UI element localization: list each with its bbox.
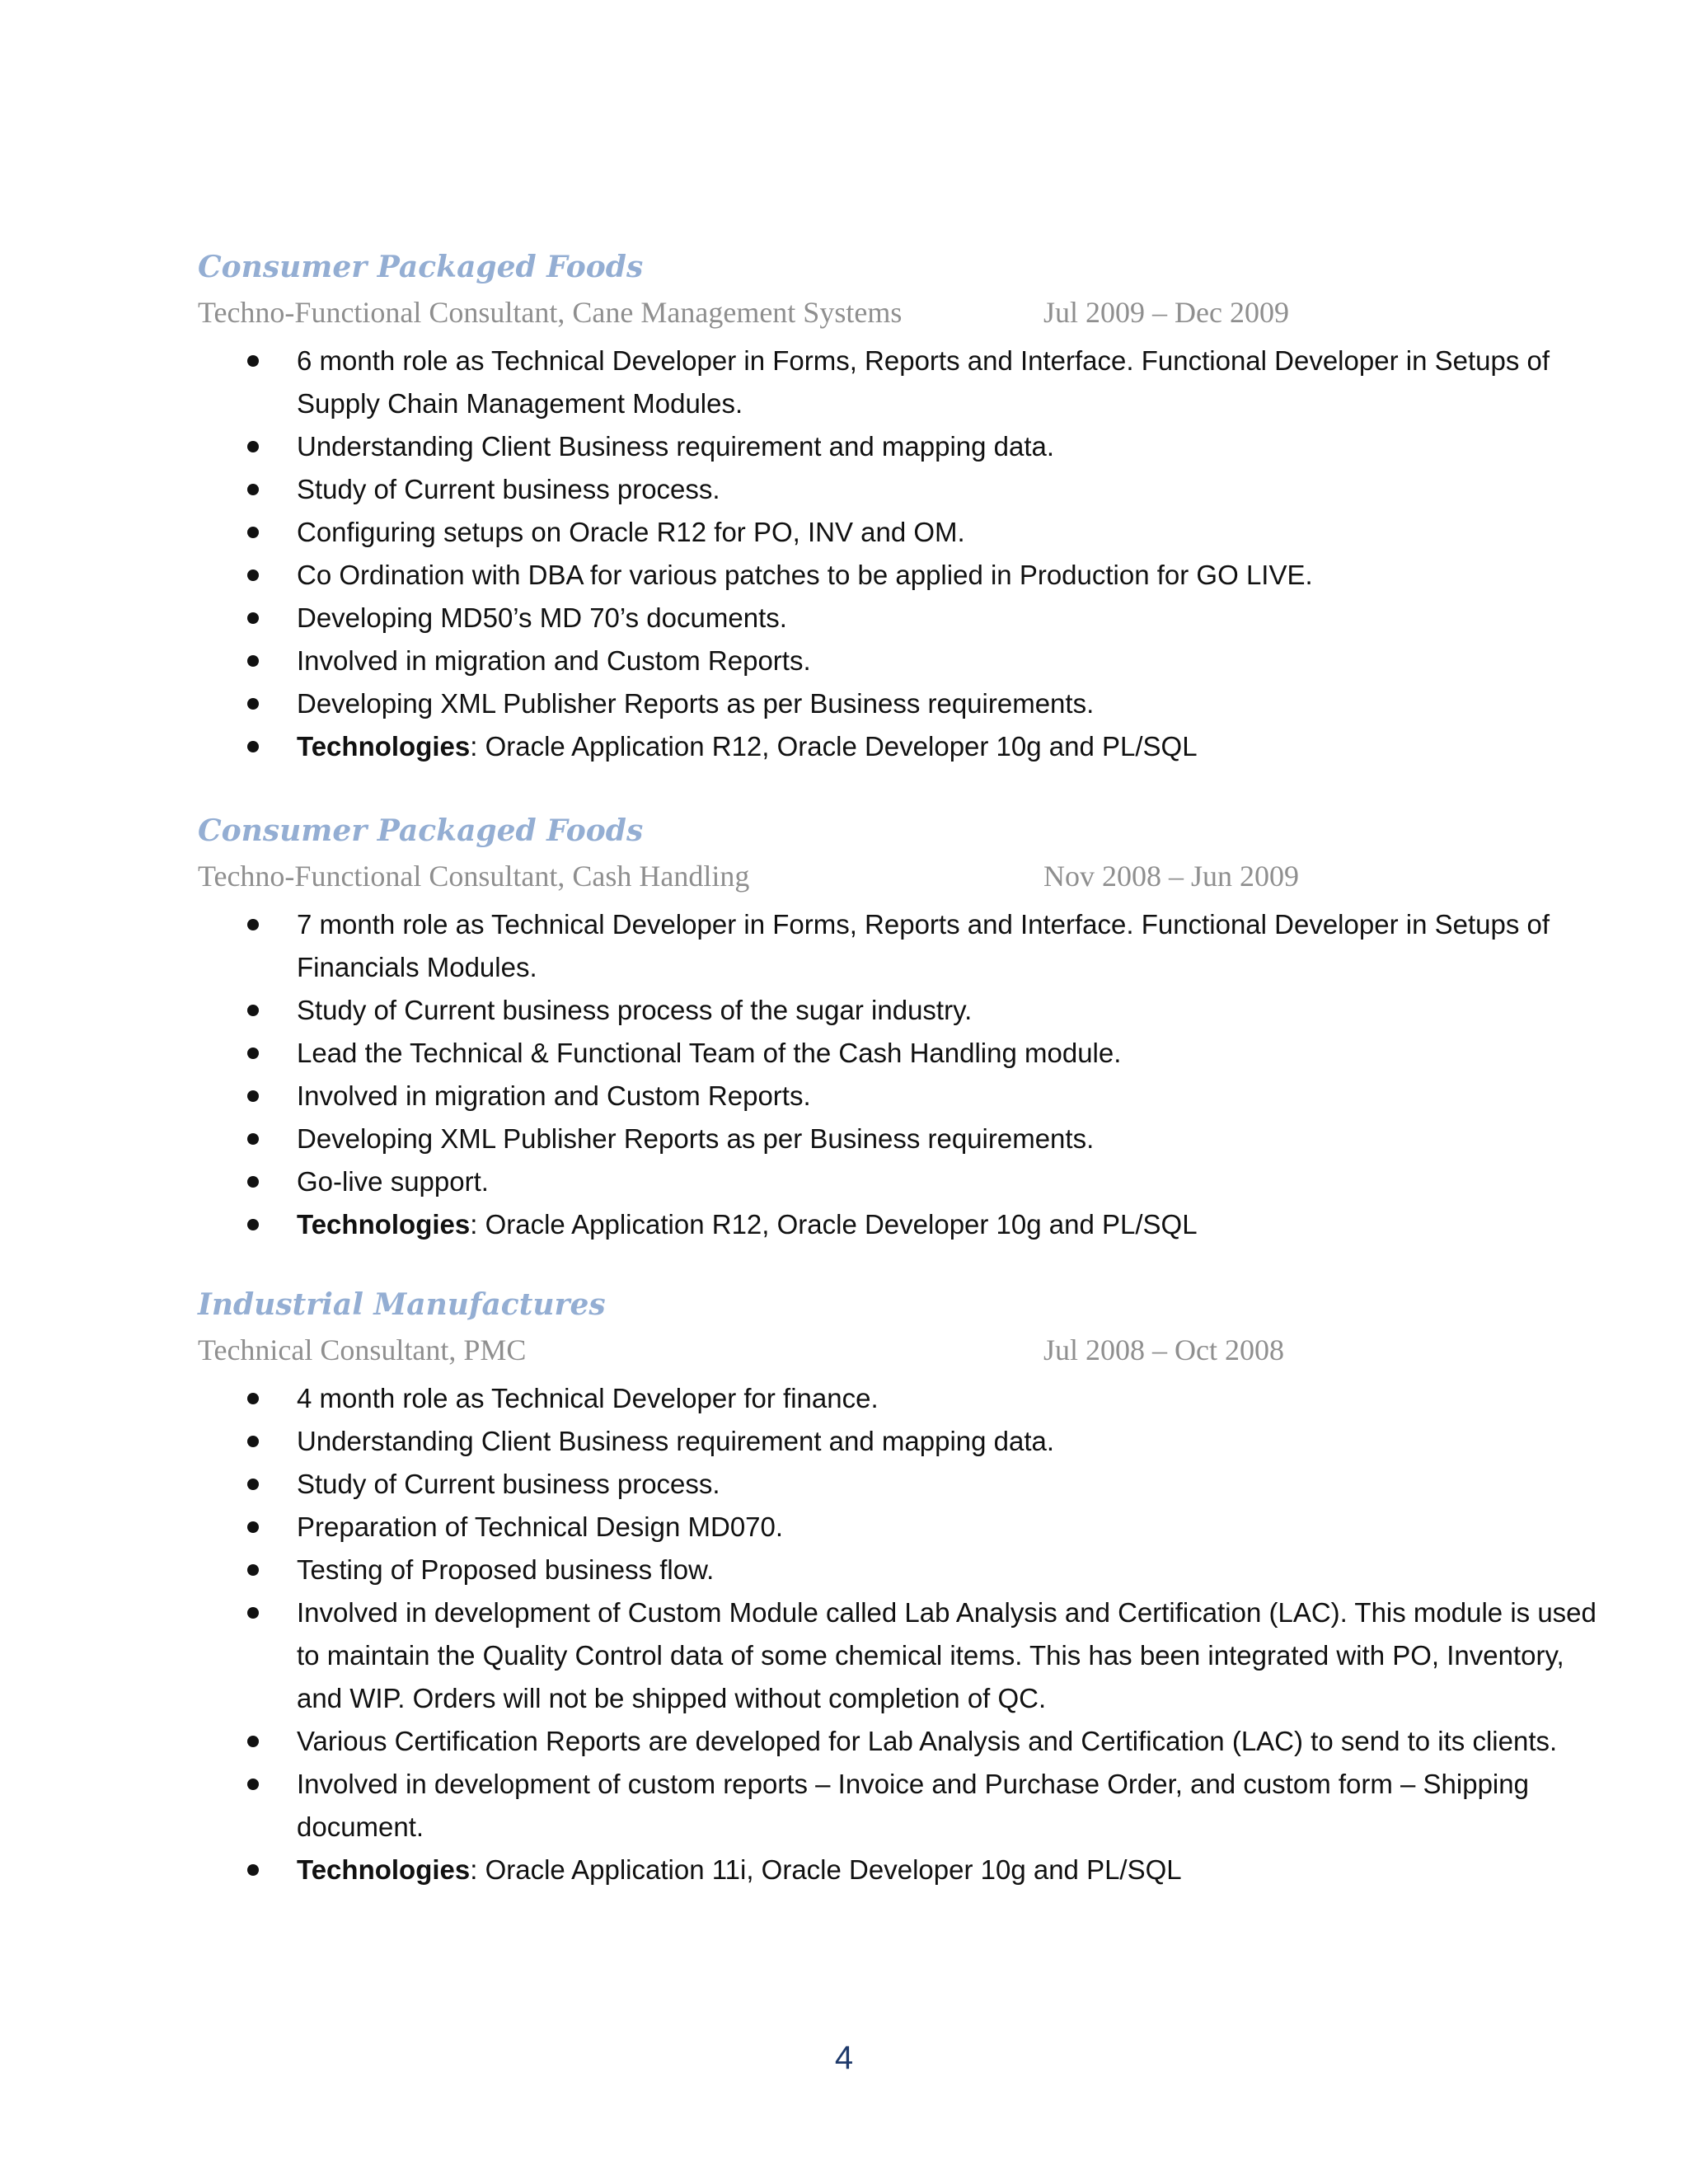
list-item: Developing MD50’s MD 70’s documents. bbox=[198, 597, 1599, 640]
list-item: Involved in migration and Custom Reports. bbox=[198, 1075, 1599, 1118]
technologies-label: Technologies bbox=[297, 731, 471, 762]
technologies-value: : Oracle Application R12, Oracle Developer 10g and PL/SQL bbox=[470, 731, 1198, 762]
bullet-icon bbox=[247, 919, 259, 930]
technologies-item bbox=[198, 725, 1599, 768]
list-item: Understanding Client Business requirement and mapping data. bbox=[198, 425, 1599, 468]
list-item: Involved in development of Custom Module called Lab Analysis and Certification (LAC). This module is used to maintain the Quality Control data of some chemical items. This has been integrated with PO, Inventory, and WIP. Orders will not be shipped without completion of QC. bbox=[198, 1591, 1599, 1720]
list-item: Go-live support. bbox=[198, 1160, 1599, 1203]
bullet-icon bbox=[247, 1479, 259, 1490]
role-title: Techno-Functional Consultant, Cane Management Systems bbox=[198, 296, 903, 329]
technologies-value: : Oracle Application 11i, Oracle Developer 10g and PL/SQL bbox=[470, 1854, 1182, 1885]
bullet-icon bbox=[247, 1047, 259, 1059]
role-title: Techno-Functional Consultant, Cash Handling bbox=[198, 860, 750, 893]
list-item: 7 month role as Technical Developer in Forms, Reports and Interface. Functional Developer in Setups of Financials Modules. bbox=[198, 903, 1599, 989]
list-item: Developing XML Publisher Reports as per Business requirements. bbox=[198, 682, 1599, 725]
bullet-icon bbox=[247, 698, 259, 710]
role-line bbox=[198, 290, 1558, 335]
bullet-icon bbox=[247, 527, 259, 538]
list-item: Study of Current business process. bbox=[198, 468, 1599, 511]
bullet-icon bbox=[247, 441, 259, 452]
technologies-item bbox=[198, 1849, 1599, 1891]
bullet-icon bbox=[247, 1607, 259, 1619]
responsibility-list bbox=[198, 1377, 1597, 1891]
role-line bbox=[198, 854, 1558, 898]
technologies-label: Technologies bbox=[297, 1209, 471, 1240]
role-dates: Jul 2009 – Dec 2009 bbox=[1043, 296, 1289, 329]
bullet-icon bbox=[247, 741, 259, 752]
role-dates: Nov 2008 – Jun 2009 bbox=[1043, 860, 1300, 893]
bullet-icon bbox=[247, 655, 259, 667]
list-item: Involved in development of custom reports – Invoice and Purchase Order, and custom form – Shipping document. bbox=[198, 1763, 1599, 1849]
bullet-icon bbox=[247, 1864, 259, 1876]
bullet-icon bbox=[247, 1564, 259, 1576]
experience-section-1 bbox=[198, 244, 1558, 768]
bullet-icon bbox=[247, 1779, 259, 1790]
list-item: Lead the Technical & Functional Team of the Cash Handling module. bbox=[198, 1032, 1599, 1075]
list-item: Preparation of Technical Design MD070. bbox=[198, 1506, 1599, 1549]
list-item: Understanding Client Business requirement and mapping data. bbox=[198, 1420, 1599, 1463]
list-item: Study of Current business process. bbox=[198, 1463, 1599, 1506]
section-title: Consumer Packaged Foods bbox=[198, 250, 644, 284]
list-item: 4 month role as Technical Developer for finance. bbox=[198, 1377, 1599, 1420]
section-title: Industrial Manufactures bbox=[198, 1287, 606, 1322]
bullet-icon bbox=[247, 1436, 259, 1447]
bullet-icon bbox=[247, 1090, 259, 1102]
bullet-icon bbox=[247, 355, 259, 367]
technologies-label: Technologies bbox=[297, 1854, 471, 1885]
bullet-icon bbox=[247, 1133, 259, 1145]
section-title: Consumer Packaged Foods bbox=[198, 813, 644, 848]
list-item: 6 month role as Technical Developer in Forms, Reports and Interface. Functional Developer in Setups of Supply Chain Management Modules. bbox=[198, 340, 1599, 425]
page-number: 4 bbox=[834, 2040, 854, 2076]
bullet-icon bbox=[247, 1219, 259, 1230]
list-item: Testing of Proposed business flow. bbox=[198, 1549, 1599, 1591]
role-title: Technical Consultant, PMC bbox=[198, 1333, 527, 1366]
responsibility-list bbox=[198, 903, 1558, 1246]
bullet-icon bbox=[247, 1176, 259, 1188]
experience-section-2 bbox=[198, 808, 1558, 1246]
bullet-icon bbox=[247, 612, 259, 624]
bullet-icon bbox=[247, 569, 259, 581]
list-item: Configuring setups on Oracle R12 for PO, INV and OM. bbox=[198, 511, 1599, 554]
list-item: Various Certification Reports are developed for Lab Analysis and Certification (LAC) to send to its clients. bbox=[198, 1720, 1599, 1763]
technologies-item bbox=[198, 1203, 1599, 1246]
list-item: Involved in migration and Custom Reports. bbox=[198, 640, 1599, 682]
list-item: Co Ordination with DBA for various patches to be applied in Production for GO LIVE. bbox=[198, 554, 1599, 597]
technologies-value: : Oracle Application R12, Oracle Developer 10g and PL/SQL bbox=[470, 1209, 1198, 1240]
bullet-icon bbox=[247, 1393, 259, 1404]
bullet-icon bbox=[247, 484, 259, 495]
bullet-icon bbox=[247, 1521, 259, 1533]
bullet-icon bbox=[247, 1736, 259, 1747]
responsibility-list bbox=[198, 340, 1558, 768]
role-dates: Jul 2008 – Oct 2008 bbox=[1043, 1333, 1284, 1366]
list-item: Study of Current business process of the sugar industry. bbox=[198, 989, 1599, 1032]
list-item: Developing XML Publisher Reports as per Business requirements. bbox=[198, 1118, 1599, 1160]
experience-section-3 bbox=[198, 1282, 1597, 1891]
bullet-icon bbox=[247, 1005, 259, 1016]
role-line bbox=[198, 1328, 1558, 1372]
